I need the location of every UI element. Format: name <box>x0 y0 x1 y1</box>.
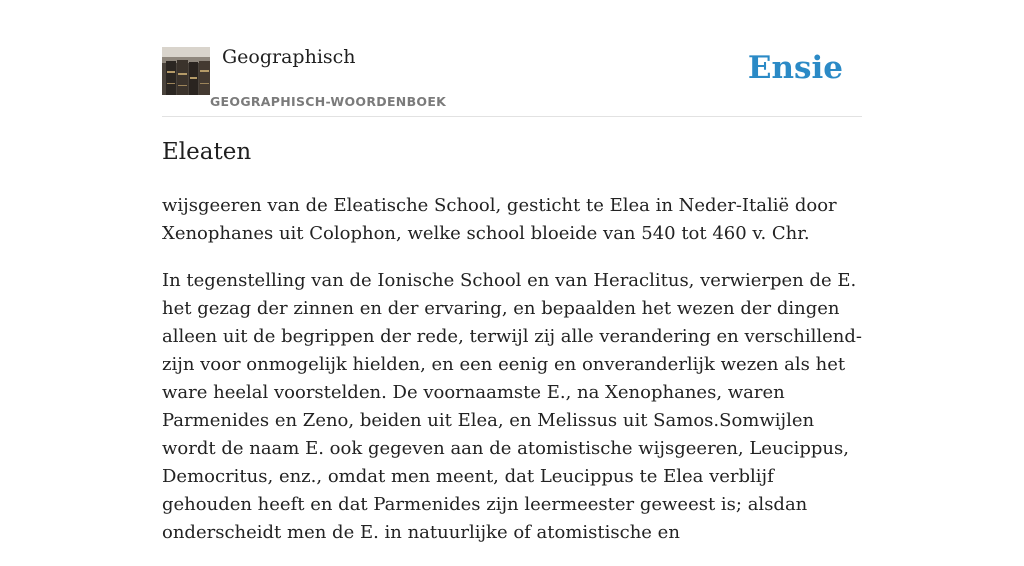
source-slug[interactable]: GEOGRAPHISCH-WOORDENBOEK <box>210 94 447 109</box>
book-spines-image <box>162 47 210 95</box>
article-body <box>162 192 862 566</box>
article-title: Eleaten <box>162 139 252 165</box>
ensie-logo[interactable]: Ensie <box>747 50 843 86</box>
source-title[interactable]: Geographisch <box>222 46 356 68</box>
article-paragraph: wijsgeeren van de Eleatische School, gesticht te Elea in Neder-Italië door Xenophanes uit Colophon, welke school bloeide van 540 tot 460 v. Chr. <box>162 195 837 244</box>
source-avatar[interactable] <box>162 47 210 95</box>
article-paragraph: In tegenstelling van de Ionische School en van Heraclitus, verwierpen de E. het gezag der zinnen en der ervaring, en bepaalden het wezen der dingen alleen uit de begrippen der rede, terwijl zij alle verandering en verschillend-zijn voor onmogelijk hielden, en een eenig en onveranderlijk wezen als het ware heelal voorstelden. De voornaamste E., na Xenophanes, waren Parmenides en Zeno, beiden uit Elea, en Melissus uit Samos.Somwijlen wordt de naam E. ook gegeven aan de atomistische wijsgeeren, Leucippus, Democritus, enz., omdat men meent, dat Leucippus te Elea verblijf gehouden heeft en dat Parmenides zijn leermeester geweest is; alsdan onderscheidt men de E. in natuurlijke of atomistische en <box>162 270 862 543</box>
source-header <box>162 47 862 117</box>
